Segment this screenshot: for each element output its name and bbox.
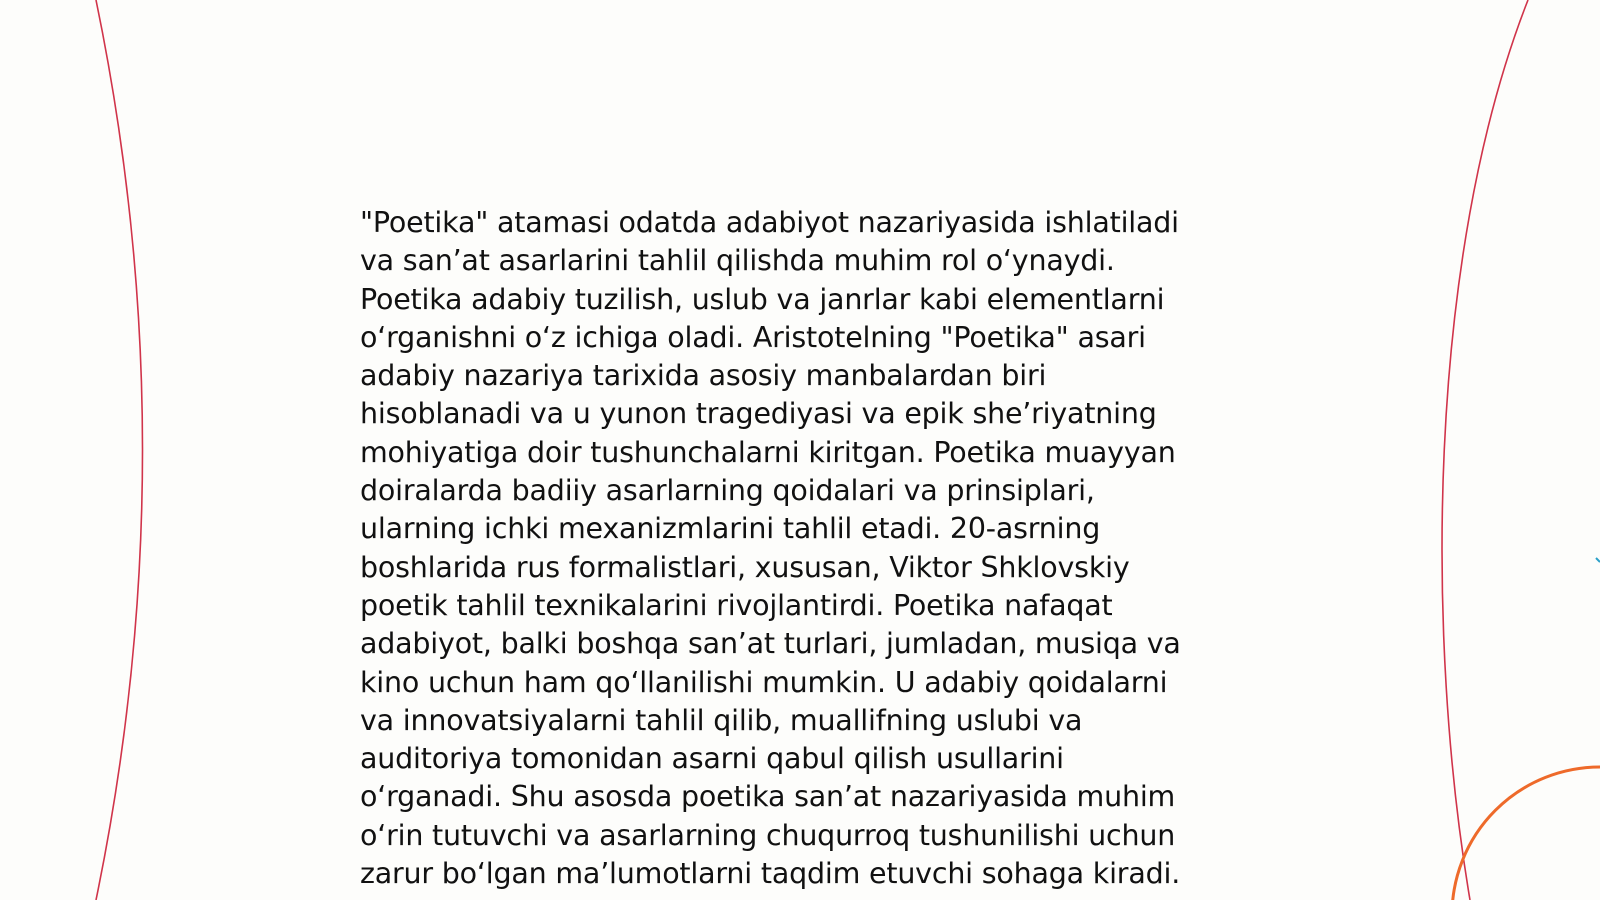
paragraph-line: Poetika adabiy tuzilish, uslub va janrlar kabi elementlarni — [360, 282, 1165, 316]
orange-circle — [1452, 767, 1600, 900]
paragraph-line: ularning ichki mexanizmlarini tahlil etadi. 20-asrning — [360, 512, 1101, 546]
left-red-arc — [96, 0, 143, 900]
paragraph-line: auditoriya tomonidan asarni qabul qilish usullarini — [360, 742, 1064, 776]
paragraph-line: mohiyatiga doir tushunchalarni kiritgan. Poetika muayyan — [360, 435, 1176, 469]
paragraph-line: hisoblanadi va u yunon tragediyasi va epik she’riyatning — [360, 397, 1157, 431]
paragraph-line: boshlarida rus formalistlari, xususan, Viktor Shklovskiy — [360, 550, 1130, 584]
teal-accent-mark — [1596, 558, 1600, 562]
paragraph-line: va innovatsiyalarni tahlil qilib, muallifning uslubi va — [360, 703, 1083, 737]
right-red-arc — [1442, 0, 1528, 900]
paragraph-line: va san’at asarlarini tahlil qilishda muhim rol o‘ynaydi. — [360, 244, 1115, 278]
paragraph-line: poetik tahlil texnikalarini rivojlantirdi. Poetika nafaqat — [360, 588, 1113, 622]
paragraph-line: adabiyot, balki boshqa san’at turlari, jumladan, musiqa va — [360, 627, 1181, 661]
body-paragraph — [360, 204, 1240, 893]
paragraph-line: "Poetika" atamasi odatda adabiyot nazariyasida ishlatiladi — [360, 206, 1179, 239]
paragraph-line: adabiy nazariya tarixida asosiy manbalardan biri — [360, 359, 1047, 393]
paragraph-line: o‘rganishni o‘z ichiga oladi. Aristotelning "Poetika" asari — [360, 320, 1146, 354]
paragraph-line: kino uchun ham qo‘llanilishi mumkin. U adabiy qoidalarni — [360, 665, 1168, 699]
paragraph-line: o‘rin tutuvchi va asarlarning chuqurroq tushunilishi uchun — [360, 818, 1176, 852]
paragraph-line: zarur bo‘lgan ma’lumotlarni taqdim etuvchi sohaga kiradi. — [360, 857, 1181, 891]
paragraph-line: o‘rganadi. Shu asosda poetika san’at nazariyasida muhim — [360, 780, 1176, 814]
paragraph-line: doiralarda badiiy asarlarning qoidalari va prinsiplari, — [360, 474, 1095, 508]
